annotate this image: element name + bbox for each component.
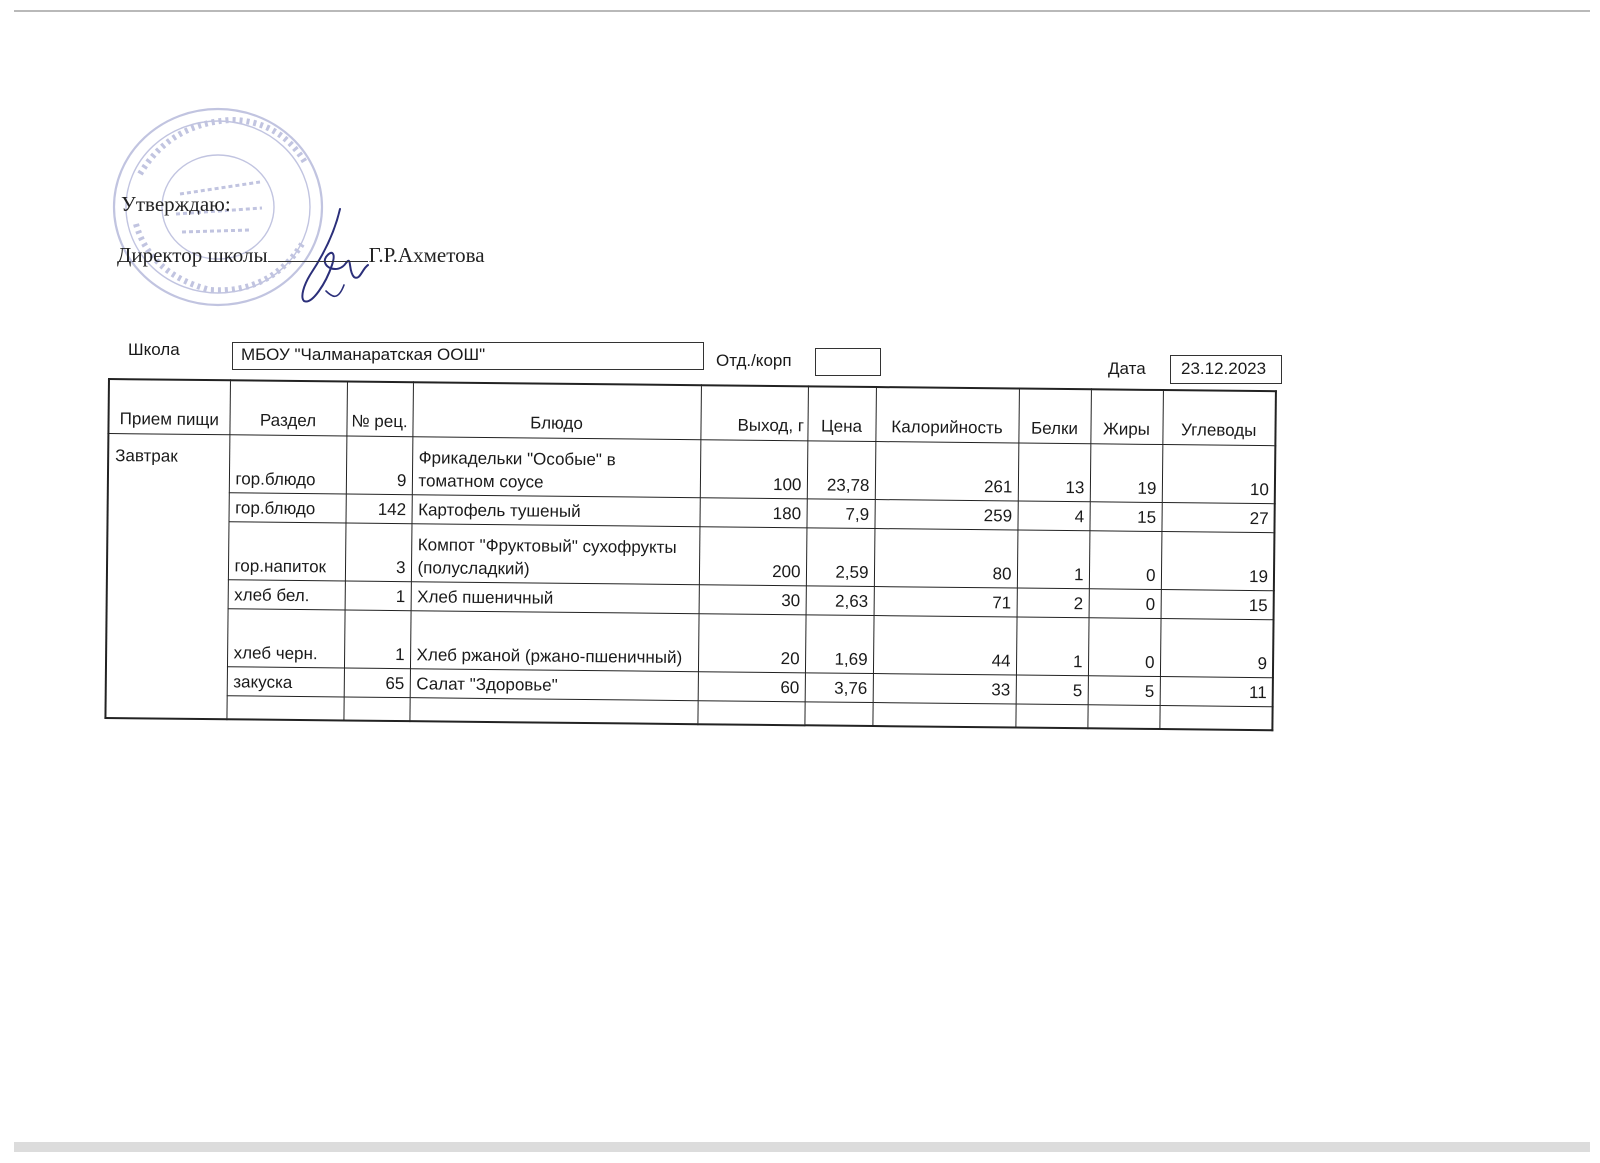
empty-cell xyxy=(226,695,343,720)
price-cell: 1,69 xyxy=(805,614,874,673)
calories-cell: 261 xyxy=(875,441,1019,500)
yield-cell: 200 xyxy=(699,526,807,585)
director-line xyxy=(117,243,485,268)
section-cell: гор.напиток xyxy=(228,521,346,580)
carbs-cell: 11 xyxy=(1160,676,1273,706)
empty-cell xyxy=(1159,705,1272,730)
carbs-cell: 9 xyxy=(1160,618,1274,677)
col-header-carbs: Углеводы xyxy=(1162,390,1276,445)
col-header-calories: Калорийность xyxy=(875,387,1019,442)
scan-bottom-edge xyxy=(14,1142,1590,1152)
proteins-cell: 2 xyxy=(1017,588,1089,618)
yield-cell: 100 xyxy=(700,439,808,498)
section-cell: гор.блюдо xyxy=(229,492,346,522)
col-header-recipe: № рец. xyxy=(346,382,413,437)
section-cell: гор.блюдо xyxy=(229,434,347,493)
empty-cell xyxy=(343,696,409,721)
scan-top-edge xyxy=(14,10,1590,12)
director-name: Г.Р.Ахметова xyxy=(368,243,485,267)
meal-cell: Завтрак xyxy=(105,433,229,719)
fats-cell: 19 xyxy=(1090,443,1163,502)
recipe-cell: 1 xyxy=(345,580,411,610)
col-header-price: Цена xyxy=(807,386,876,441)
proteins-cell: 1 xyxy=(1016,617,1089,676)
col-header-fats: Жиры xyxy=(1090,389,1163,444)
empty-cell xyxy=(804,701,872,726)
carbs-cell: 27 xyxy=(1161,502,1274,532)
dept-field xyxy=(815,348,881,376)
recipe-cell: 65 xyxy=(344,667,410,697)
proteins-cell: 13 xyxy=(1018,443,1091,502)
col-header-dish: Блюдо xyxy=(412,382,701,439)
fats-cell: 0 xyxy=(1088,617,1161,676)
dish-cell: Хлеб ржаной (ржано-пшеничный) xyxy=(410,610,699,671)
approve-label: Утверждаю: xyxy=(121,192,231,216)
section-cell: хлеб черн. xyxy=(227,608,345,667)
empty-cell xyxy=(697,700,804,725)
dept-label: Отд./корп xyxy=(716,351,792,370)
proteins-cell: 5 xyxy=(1016,675,1088,705)
recipe-cell: 3 xyxy=(345,522,412,581)
carbs-cell: 10 xyxy=(1162,444,1276,503)
yield-cell: 60 xyxy=(698,671,805,701)
price-cell: 2,59 xyxy=(806,527,875,586)
proteins-cell: 1 xyxy=(1017,530,1090,589)
date-label: Дата xyxy=(1108,359,1146,378)
signature-line xyxy=(268,244,368,262)
director-title: Директор школы xyxy=(117,243,268,267)
dish-cell: Хлеб пшеничный xyxy=(411,581,699,613)
yield-cell: 30 xyxy=(699,584,806,614)
dish-cell: Компот "Фруктовый" сухофрукты (полусладкий) xyxy=(411,523,700,584)
menu-table xyxy=(104,378,1277,731)
school-label: Школа xyxy=(128,340,180,359)
price-cell: 2,63 xyxy=(806,585,874,615)
dish-cell: Фрикадельки "Особые" в томатном соусе xyxy=(412,436,701,497)
col-header-meal: Прием пищи xyxy=(108,379,230,434)
fats-cell: 0 xyxy=(1089,588,1161,618)
price-cell: 23,78 xyxy=(807,440,876,499)
calories-cell: 259 xyxy=(874,499,1017,529)
yield-cell: 20 xyxy=(698,613,806,672)
calories-cell: 71 xyxy=(874,586,1017,616)
school-name-field: МБОУ "Чалманаратская ООШ" xyxy=(232,342,704,370)
recipe-cell: 9 xyxy=(346,435,413,494)
fats-cell: 0 xyxy=(1089,530,1162,589)
fats-cell: 5 xyxy=(1088,675,1160,705)
calories-cell: 44 xyxy=(873,615,1017,674)
dish-cell: Салат "Здоровье" xyxy=(410,668,698,700)
menu-table-wrap xyxy=(104,378,1277,731)
empty-cell xyxy=(1087,704,1159,729)
col-header-yield: Выход, г xyxy=(700,385,808,440)
proteins-cell: 4 xyxy=(1017,501,1089,531)
price-cell: 7,9 xyxy=(806,498,874,528)
calories-cell: 80 xyxy=(874,528,1018,587)
col-header-proteins: Белки xyxy=(1018,389,1091,444)
calories-cell: 33 xyxy=(873,673,1016,703)
recipe-cell: 142 xyxy=(345,493,411,523)
section-cell: хлеб бел. xyxy=(228,579,345,609)
section-cell: закуска xyxy=(227,666,344,696)
date-field: 23.12.2023 xyxy=(1170,355,1282,384)
carbs-cell: 19 xyxy=(1161,531,1275,590)
dish-cell: Картофель тушеный xyxy=(411,494,699,526)
empty-cell xyxy=(1015,704,1087,729)
yield-cell: 180 xyxy=(699,497,806,527)
recipe-cell: 1 xyxy=(344,609,411,668)
carbs-cell: 15 xyxy=(1161,589,1274,619)
fats-cell: 15 xyxy=(1089,501,1161,531)
price-cell: 3,76 xyxy=(805,672,873,702)
empty-cell xyxy=(409,697,697,724)
empty-cell xyxy=(872,702,1015,727)
col-header-section: Раздел xyxy=(229,380,347,435)
